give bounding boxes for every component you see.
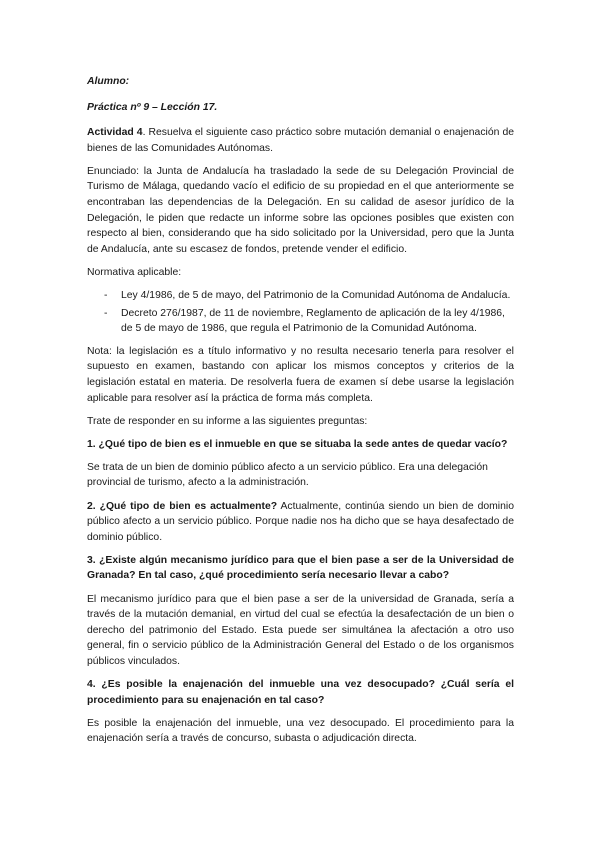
dash-bullet: - [104, 290, 108, 302]
list-item [87, 288, 514, 304]
answer-2: Actualmente, continúa siendo un bien de dominio público afecto a un servicio público. Porque nadie nos ha dicho que se haya desafectado de dominio público. [87, 500, 514, 543]
note-paragraph: Nota: la legislación es a título informativo y no resulta necesario tenerla para resolver el supuesto en examen, bastando con aplicar los mismos conceptos y criterios de la legislación estatal en materia. De resolverla fuera de examen sí debe usarse la legislación aplicable para resolver así la práctica de forma más completa. [87, 345, 514, 404]
regulations-label: Normativa aplicable: [87, 266, 182, 278]
activity-text: . Resuelva el siguiente caso práctico sobre mutación demanial o enajenación de bienes de las Comunidades Autónomas. [87, 127, 514, 154]
question-1: 1. ¿Qué tipo de bien es el inmueble en que se situaba la sede antes de quedar vacío? [87, 438, 508, 450]
practice-title: Práctica nº 9 – Lección 17. [87, 101, 218, 113]
instructions-paragraph: Trate de responder en su informe a las siguientes preguntas: [87, 415, 368, 427]
answer-4: Es posible la enajenación del inmueble, una vez desocupado. El procedimiento para la enajenación sería a través de concurso, subasta o adjudicación directa. [87, 717, 514, 745]
question-3: 3. ¿Existe algún mecanismo jurídico para que el bien pase a ser de la Universidad de Granada? En tal caso, ¿qué procedimiento sería necesario llevar a cabo? [87, 554, 514, 582]
student-label: Alumno: [87, 76, 130, 87]
list-item [87, 306, 514, 337]
regulation-text: Decreto 276/1987, de 11 de noviembre, Reglamento de aplicación de la ley 4/1986, de 5 de mayo de 1986, que regula el Patrimonio de la Comunidad Autónoma. [121, 307, 505, 335]
question-4: 4. ¿Es posible la enajenación del inmueble una vez desocupado? ¿Cuál sería el procedimiento para su enajenación en tal caso? [87, 679, 514, 706]
activity-label: Actividad 4 [87, 127, 143, 139]
regulations-list [87, 288, 514, 337]
document-content [87, 74, 514, 754]
dash-bullet: - [104, 307, 108, 319]
answer-1: Se trata de un bien de dominio público afecto a un servicio público. Era una delegación provincial de turismo, afecto a la administración. [87, 461, 488, 489]
question-2: 2. ¿Qué tipo de bien es actualmente? [87, 500, 278, 512]
answer-3: El mecanismo jurídico para que el bien pase a ser de la universidad de Granada, sería a través de la mutación demanial, en virtud del cual se efectúa la desafectación de un bien o derecho del patrimonio del Estado. Esta puede ser simultánea la afectación a otro uso general, fin o servicio público de la Administración General del Estado o de los organismos públicos vinculados. [87, 593, 514, 667]
question-2-paragraph [87, 499, 514, 546]
regulation-text: Ley 4/1986, de 5 de mayo, del Patrimonio de la Comunidad Autónoma de Andalucía. [121, 290, 511, 302]
activity-paragraph [87, 125, 514, 156]
statement-paragraph: Enunciado: la Junta de Andalucía ha trasladado la sede de su Delegación Provincial de Turismo de Málaga, quedando vacío el edificio de su propiedad en el que anteriormente se encontraban las dependencias de la Delegación. En su calidad de asesor jurídico de la Delegación, le piden que redacte un informe sobre las opciones posibles que existen con respecto al bien, considerando que ha sido solicitado por la Universidad, pero que la Junta de Andalucía, ante su escasez de fondos, pretende vender el edificio. [87, 165, 514, 255]
